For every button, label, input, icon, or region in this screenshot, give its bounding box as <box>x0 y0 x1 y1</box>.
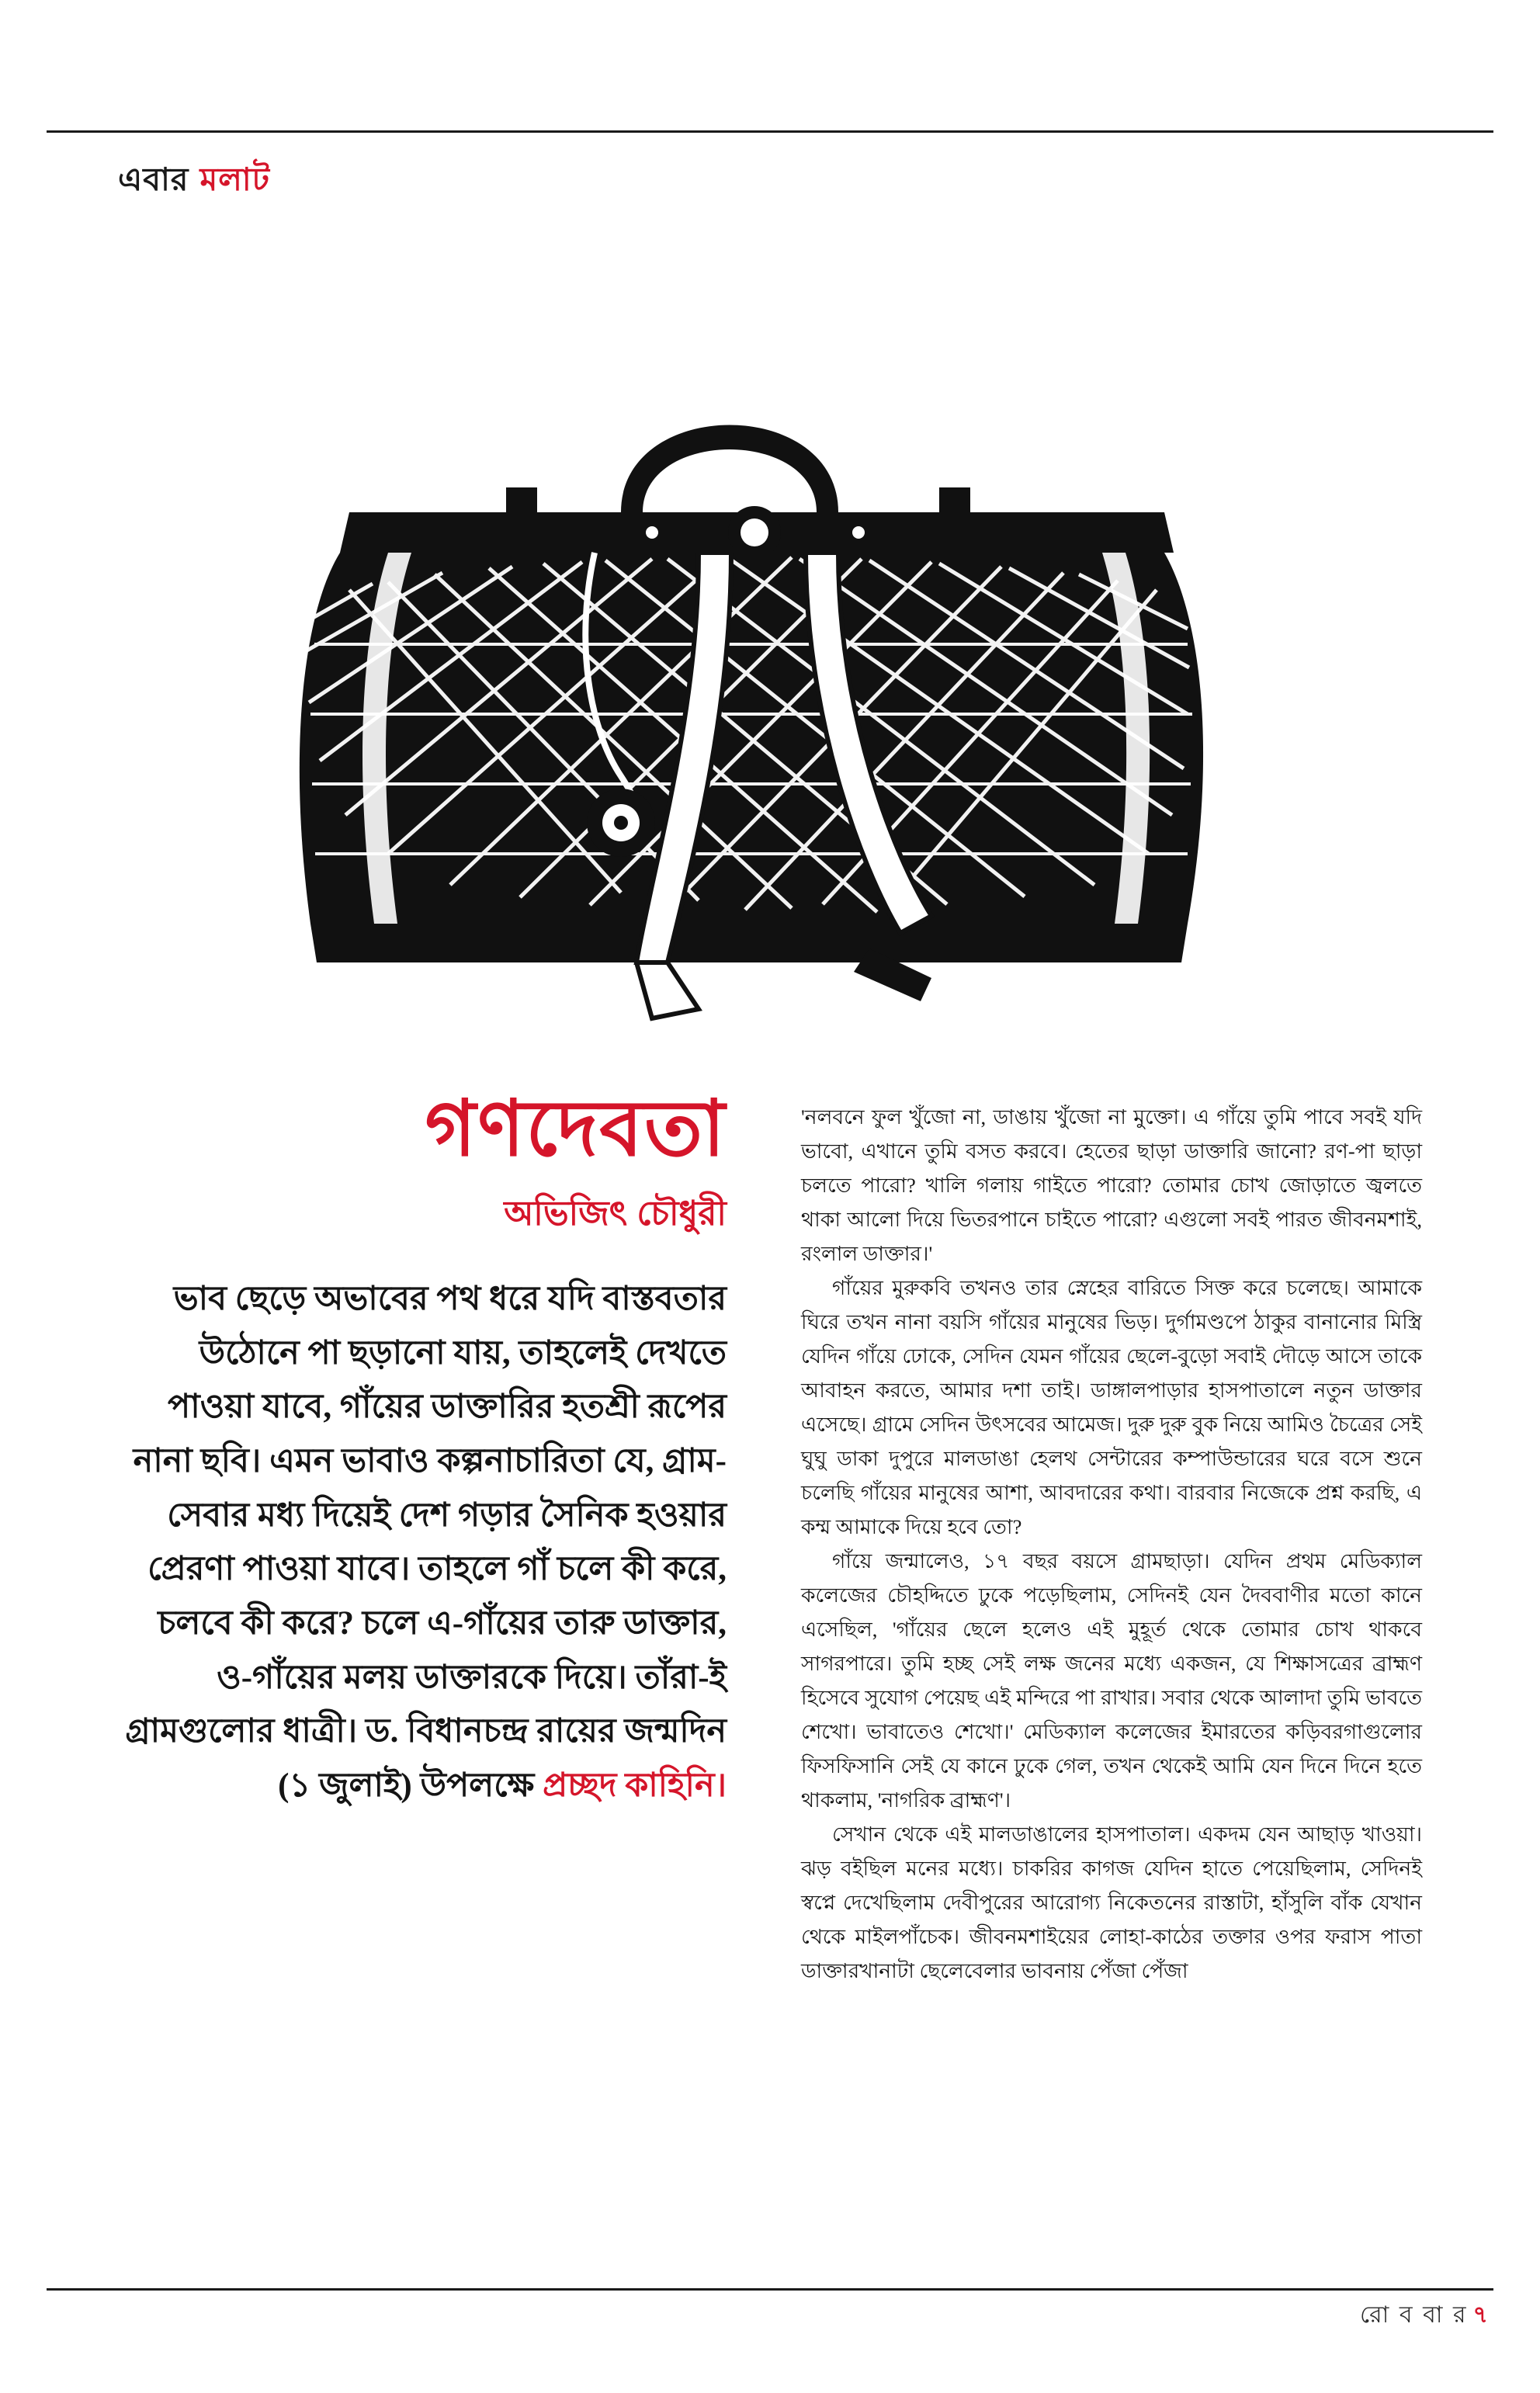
author-byline: অভিজিৎ চৌধুরী <box>504 1195 727 1233</box>
folio-label: রো ব বা র <box>1360 2302 1469 2328</box>
kicker-accent-text: মলাট <box>199 161 270 197</box>
standfirst-accent: প্রচ্ছদ কাহিনি। <box>543 1767 727 1804</box>
top-divider <box>47 130 1493 133</box>
bottom-divider <box>47 2288 1493 2291</box>
body-paragraph: 'নলবনে ফুল খুঁজো না, ডাঙায় খুঁজো না মুক্তো। এ গাঁয়ে তুমি পাবে সবই যদি ভাবো, এখানে তুমি বসত করবে। হেতের ছাড়া ডাক্তারি জানো? রণ-পা ছাড়া চলতে পারো? খালি গলায় গাইতে পারো? তোমার চোখ জোড়াতে জ্বলতে থাকা আলো দিয়ে ভিতরপানে চাইতে পারো? এগুলো সবই পারত জীবনমশাই, রংলাল ডাক্তার।' <box>801 1105 1422 1265</box>
section-kicker <box>118 155 270 209</box>
page-folio <box>1360 2296 1490 2336</box>
page-title: গণদেবতা <box>425 1086 727 1172</box>
standfirst-text: ভাব ছেড়ে অভাবের পথ ধরে যদি বাস্তবতার উঠোনে পা ছড়ানো যায়, তাহলেই দেখতে পাওয়া যাবে, গাঁয়ের ডাক্তারির হতশ্রী রূপের নানা ছবি। এমন ভাবাও কল্পনাচারিতা যে, গ্রাম-সেবার মধ্য দিয়েই দেশ গড়ার সৈনিক হওয়ার প্রেরণা পাওয়া যাবে। তাহলে গাঁ চলে কী করে, চলবে কী করে? চলে এ-গাঁয়ের তারু ডাক্তার, ও-গাঁয়ের মলয় ডাক্তারকে দিয়ে। তাঁরা-ই গ্রামগুলোর ধাত্রী। ড. বিধানচন্দ্র রায়ের জন্মদিন (১ জুলাই) উপলক্ষে <box>125 1281 727 1804</box>
body-paragraph: সেখান থেকে এই মালডাঙালের হাসপাতাল। একদম যেন আছাড় খাওয়া। ঝড় বইছিল মনের মধ্যে। চাকরির কাগজ যেদিন হাতে পেয়েছিলাম, সেদিনই স্বপ্নে দেখেছিলাম দেবীপুরের আরোগ্য নিকেতনের রাস্তাটা, হাঁসুলি বাঁক যেখান থেকে মাইলপাঁচেক। জীবনমশাইয়ের লোহা-কাঠের তক্তার ওপর ফরাস পাতা ডাক্তারখানাটা ছেলেবেলার ভাবনায় পেঁজা পেঁজা <box>801 1822 1422 1982</box>
doctors-bag-icon <box>155 279 1351 1048</box>
body-paragraph: গাঁয়ের মুরুকবি তখনও তার স্নেহের বারিতে সিক্ত করে চলেছে। আমাকে ঘিরে তখন নানা বয়সি গাঁয়ের মানুষের ভিড়। দুর্গামণ্ডপে ঠাকুর বানানোর মিস্ত্রি যেদিন গাঁয়ে ঢোকে, সেদিন যেমন গাঁয়ের ছেলে-বুড়ো সবাই দৌড়ে আসে তাকে আবাহন করতে, আমার দশা তাই। ডাঙ্গালপাড়ার হাসপাতালে নতুন ডাক্তার এসেছে। গ্রামে সেদিন উৎসবের আমেজ। দুরু দুরু বুক নিয়ে আমিও চৈত্রের সেই ঘুঘু ডাকা দুপুরে মালডাঙা হেলথ সেন্টারের কম্পাউন্ডারের ঘরে বসে শুনে চলেছি গাঁয়ের মানুষের আশা, আবদারের কথা। বারবার নিজেকে প্রশ্ন করছি, এ কম্ম আমাকে দিয়ে হবে তো? <box>801 1275 1422 1538</box>
article-columns <box>118 1087 1422 2235</box>
folio-number: ৭ <box>1472 2302 1490 2328</box>
body-paragraph: গাঁয়ে জন্মালেও, ১৭ বছর বয়সে গ্রামছাড়া। যেদিন প্রথম মেডিক্যাল কলেজের চৌহদ্দিতে ঢুকে পড়েছিলাম, সেদিনই যেন দৈববাণীর মতো কানে এসেছিল, 'গাঁয়ের ছেলে হলেও এই মুহূর্ত থেকে তোমার চোখ থাকবে সাগরপারে। তুমি হচ্ছ সেই লক্ষ জনের মধ্যে একজন, যে শিক্ষাসত্রের ব্রাহ্মণ হিসেবে সুযোগ পেয়েছ এই মন্দিরে পা রাখার। সবার থেকে আলাদা তুমি ভাবতে শেখো। ভাবাতেও শেখো।' মেডিক্যাল কলেজের ইমারতের কড়িবরগাগুলোর ফিসফিসানি সেই যে কানে ঢুকে গেল, তখন থেকেই আমি যেন দিনে দিনে হতে থাকলাম, 'নাগরিক ব্রাহ্মণ'। <box>801 1549 1422 1812</box>
kicker-plain-text: এবার <box>118 161 189 197</box>
right-column <box>801 1101 1422 2249</box>
hero-illustration <box>155 279 1351 1048</box>
left-column <box>118 1087 731 2235</box>
standfirst <box>118 1272 731 1813</box>
